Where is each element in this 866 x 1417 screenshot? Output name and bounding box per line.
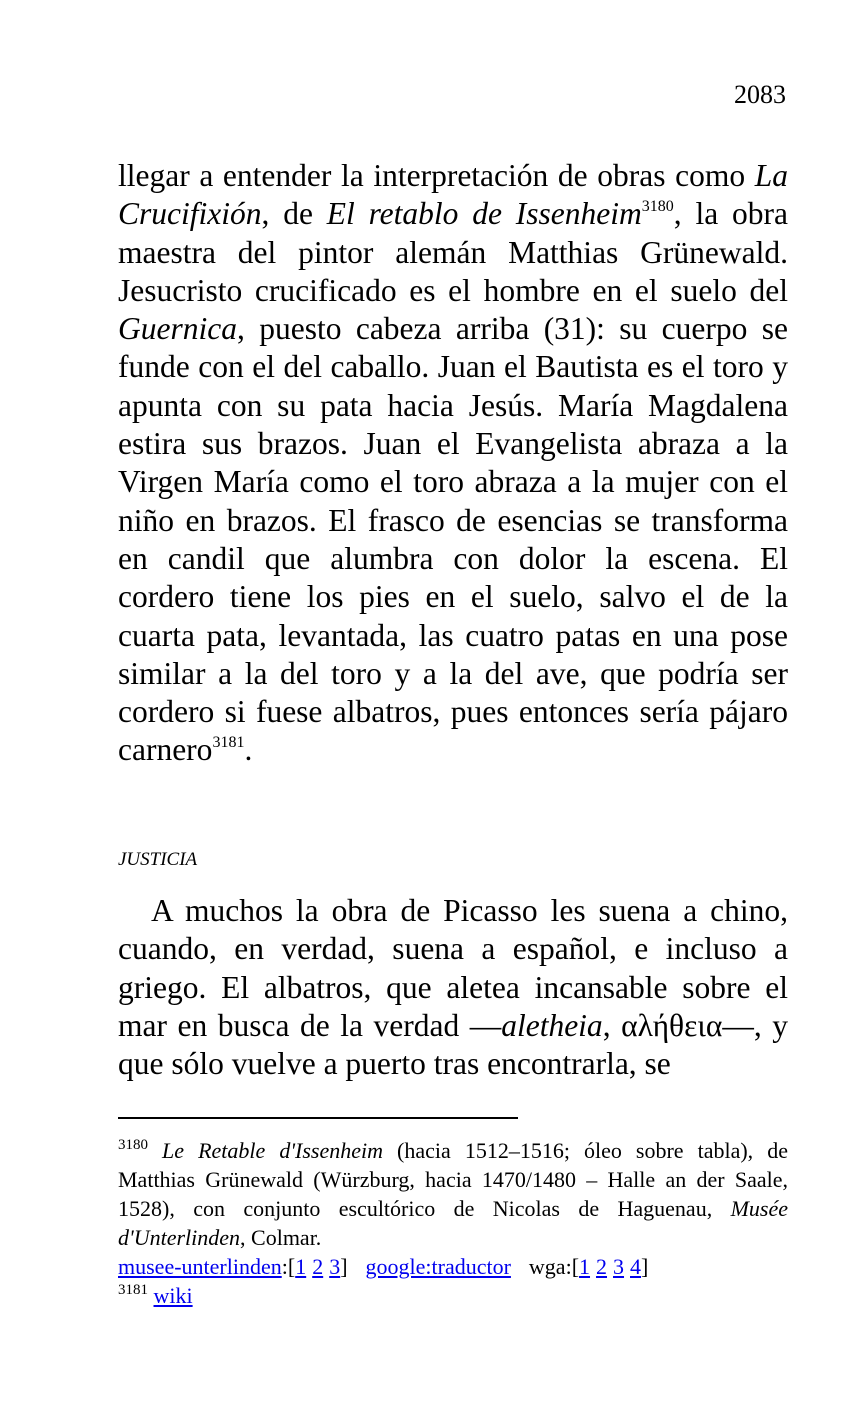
footnote-number: 3180 [118, 1137, 148, 1153]
footnote-artwork-title: Le Retable d'Issenheim [162, 1138, 384, 1163]
google-traductor-link[interactable]: google:traductor [365, 1254, 511, 1279]
footnote-number: 3181 [118, 1282, 148, 1298]
greek-term: aletheia [501, 1007, 603, 1043]
footnote-reference-3181[interactable]: 3181 [212, 734, 245, 752]
musee-link-2[interactable]: 2 [312, 1254, 324, 1279]
footnote-separator [118, 1117, 518, 1119]
body-paragraph-2 [118, 892, 788, 1083]
paragraph-text: A muchos la obra de Picasso les suena a chino, cuando, en verdad, suena a español, e incluso a griego. El albatros, que aletea incansable sobre el mar en busca de la verdad — [118, 893, 788, 1043]
wga-link-2[interactable]: 2 [596, 1254, 608, 1279]
musee-unterlinden-link[interactable]: musee-unterlinden [118, 1254, 282, 1279]
musee-link-1[interactable]: 1 [295, 1254, 307, 1279]
musee-link-3[interactable]: 3 [329, 1254, 341, 1279]
paragraph-text: , puesto cabeza arriba (31): su cuerpo se funde con el del caballo. Juan el Bautista es el toro y apunta con su pata hacia Jesús. María Magdalena estira sus brazos. Juan el Evangelista abraza a la Virgen María como el toro abraza a la mujer con el niño en brazos. El frasco de esencias se transforma en candil que alumbra con dolor la escena. El cordero tiene los pies en el suelo, salvo el de la cuarta pata, levantada, las cuatro patas en una pose similar a la del toro y a la del ave, que podría ser cordero si fuese albatros, pues entonces sería pájaro carnero [118, 311, 788, 768]
wga-link-3[interactable]: 3 [613, 1254, 625, 1279]
paragraph-text: , αλήθεια—, y que sólo vuelve a puerto tras encontrarla, se [118, 1007, 788, 1082]
paragraph-text: , de [261, 196, 327, 232]
paragraph-text: llegar a entender la interpretación de obras como [118, 158, 755, 193]
footnote-text: (hacia 1512–1516; óleo sobre tabla), de Matthias Grünewald (Würzburg, hacia 1470/1480 – Halle an der Saale, 1528), con conjunto escultórico de Nicolas de Haguenau, [118, 1138, 788, 1221]
footnote-museum: Musée d'Unterlinden [118, 1196, 788, 1250]
artwork-title: La Crucifixión [118, 158, 788, 232]
section-heading: JUSTICIA [118, 849, 198, 870]
footnotes [118, 1136, 788, 1310]
page-number: 2083 [734, 80, 786, 109]
wga-link-1[interactable]: 1 [579, 1254, 591, 1279]
footnote-links: musee-unterlinden:[1 2 3] google:traductor wga:[1 2 3 4] [118, 1254, 649, 1279]
wga-link-4[interactable]: 4 [630, 1254, 642, 1279]
footnote-3180 [118, 1136, 788, 1252]
artwork-title: Guernica [118, 311, 237, 347]
wiki-link[interactable]: wiki [153, 1283, 193, 1308]
paragraph-text: . [244, 732, 253, 768]
wga-label: wga: [528, 1254, 572, 1279]
body-paragraph-1 [118, 157, 788, 770]
footnote-3181 [118, 1281, 788, 1310]
paragraph-text: , la obra maestra del pintor alemán Matthias Grünewald. Jesucristo crucificado es el hombre en el suelo del [118, 196, 788, 308]
footnote-reference-3180[interactable]: 3180 [641, 198, 674, 216]
artwork-title: El retablo de Issenheim [326, 196, 642, 232]
footnote-text: , Colmar. [240, 1225, 322, 1250]
